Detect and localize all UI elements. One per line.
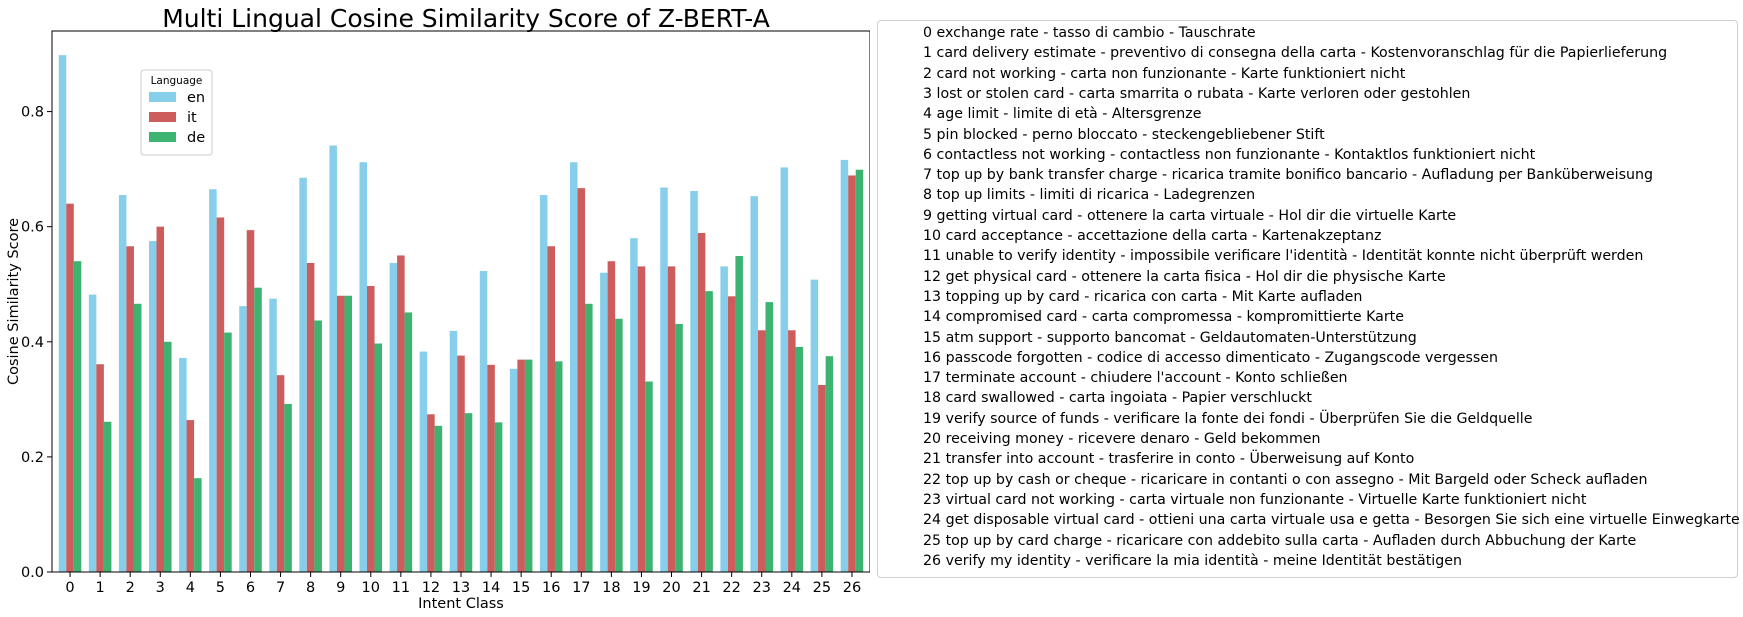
- y-tick-label: 0.6: [20, 219, 44, 236]
- x-tick-label: 14: [481, 580, 501, 596]
- x-tick-label: 6: [245, 580, 256, 596]
- bar-en-11: [390, 263, 398, 572]
- intent-legend-item: 1 card delivery estimate - preventivo di consegna della carta - Kostenvoranschlag für die Papierlieferung: [923, 45, 1668, 62]
- intent-legend-item: 7 top up by bank transfer charge - ricarica tramite bonifico bancario - Aufladung per Banküberweisung: [923, 167, 1653, 184]
- bar-it-8: [307, 263, 315, 572]
- y-axis-label: Cosine Similarity Score: [6, 217, 22, 386]
- bar-de-14: [495, 422, 503, 572]
- bar-en-6: [239, 306, 247, 572]
- bar-it-15: [517, 360, 525, 572]
- x-tick-label: 19: [632, 580, 651, 596]
- bar-de-16: [555, 361, 563, 572]
- intent-legend-item: 3 lost or stolen card - carta smarrita o rubata - Karte verloren oder gestohlen: [923, 85, 1471, 102]
- bar-it-3: [157, 227, 165, 572]
- bar-it-1: [96, 364, 104, 572]
- y-tick-label: 0.2: [20, 449, 44, 466]
- x-tick-label: 9: [336, 580, 346, 596]
- intent-legend-item: 26 verify my identity - verificare la mia identità - meine Identität bestätigen: [923, 552, 1462, 569]
- bar-it-9: [337, 296, 345, 572]
- bar-it-20: [668, 266, 676, 572]
- bar-de-0: [74, 261, 82, 572]
- bar-it-26: [848, 175, 856, 572]
- bar-en-24: [781, 167, 789, 572]
- intent-class-legend: [877, 20, 1738, 578]
- bar-it-23: [758, 330, 766, 572]
- bar-it-11: [397, 255, 405, 572]
- bar-de-17: [585, 304, 593, 572]
- bar-en-9: [329, 146, 337, 572]
- bar-it-10: [367, 286, 375, 572]
- bar-de-26: [856, 170, 864, 572]
- x-tick-label: 22: [722, 580, 741, 596]
- bar-de-23: [765, 302, 773, 572]
- bar-it-16: [547, 246, 555, 572]
- bar-en-16: [540, 195, 548, 572]
- intent-legend-item: 11 unable to verify identity - impossibile verificare l'identità - Identität konnte nicht überprüft werden: [923, 248, 1644, 265]
- bar-en-22: [720, 266, 728, 572]
- bar-it-25: [818, 385, 826, 572]
- intent-legend-item: 21 transfer into account - trasferire in conto - Überweisung auf Konto: [923, 451, 1415, 468]
- bar-de-4: [194, 478, 202, 572]
- bar-de-2: [134, 304, 142, 572]
- intent-legend-item: 15 atm support - supporto bancomat - Geldautomaten-Unterstützung: [923, 329, 1417, 346]
- x-tick-label: 17: [572, 580, 591, 596]
- intent-legend-item: 6 contactless not working - contactless non funzionante - Kontaktlos funktioniert nicht: [923, 146, 1536, 163]
- x-tick-label: 4: [185, 580, 195, 596]
- bar-en-4: [179, 358, 187, 572]
- bar-de-10: [375, 344, 383, 572]
- intent-legend-item: 8 top up limits - limiti di ricarica - Ladegrenzen: [923, 187, 1256, 204]
- bar-en-23: [750, 196, 758, 572]
- x-tick-label: 12: [421, 580, 441, 596]
- legend-swatch-en: [149, 92, 176, 102]
- bar-en-26: [841, 160, 849, 572]
- intent-legend-item: 0 exchange rate - tasso di cambio - Tauschrate: [923, 25, 1256, 41]
- x-axis-label: Intent Class: [418, 596, 504, 612]
- bar-en-2: [119, 195, 127, 572]
- x-tick-label: 3: [155, 580, 165, 596]
- bar-it-22: [728, 296, 736, 572]
- x-tick-label: 11: [391, 580, 411, 596]
- x-tick-label: 15: [511, 580, 531, 596]
- bar-it-4: [187, 420, 195, 572]
- intent-legend-item: 25 top up by card charge - ricaricare con addebito sulla carta - Aufladen durch Abbuchung der Karte: [923, 532, 1637, 549]
- bar-de-5: [224, 333, 232, 572]
- x-tick-label: 25: [812, 580, 832, 596]
- bar-de-9: [344, 296, 352, 572]
- bar-en-20: [660, 188, 668, 572]
- bar-it-19: [638, 266, 646, 572]
- bar-de-25: [826, 356, 834, 572]
- bar-it-2: [126, 246, 134, 572]
- x-tick-label: 13: [451, 580, 471, 596]
- intent-legend-item: 2 card not working - carta non funzionante - Karte funktioniert nicht: [923, 65, 1406, 82]
- bar-it-24: [788, 330, 796, 572]
- intent-legend-item: 14 compromised card - carta compromessa - kompromittierte Karte: [923, 309, 1404, 326]
- x-tick-label: 26: [842, 580, 862, 596]
- bar-it-5: [217, 217, 225, 572]
- intent-legend-item: 22 top up by cash or cheque - ricaricare in contanti o con assegno - Mit Bargeld oder Scheck aufladen: [923, 471, 1648, 488]
- bar-it-18: [608, 261, 616, 572]
- intent-legend-item: 12 get physical card - ottenere la carta fisica - Hol dir die physische Karte: [923, 268, 1446, 285]
- x-tick-label: 1: [95, 580, 105, 596]
- bar-de-11: [405, 312, 413, 572]
- bar-de-21: [705, 291, 713, 572]
- x-tick-label: 8: [306, 580, 316, 596]
- y-tick-label: 0.0: [20, 565, 44, 581]
- intent-legend-item: 19 verify source of funds - verificare la fonte dei fondi - Überprüfen Sie die Geldquelle: [923, 410, 1533, 427]
- bar-de-24: [796, 347, 804, 572]
- bar-de-12: [435, 426, 443, 572]
- intent-legend-item: 16 passcode forgotten - codice di accesso dimenticato - Zugangscode vergessen: [923, 349, 1498, 366]
- intent-legend-item: 17 terminate account - chiudere l'account - Konto schließen: [923, 370, 1348, 387]
- intent-legend-item: 13 topping up by card - ricarica con carta - Mit Karte aufladen: [923, 288, 1363, 305]
- bar-en-7: [269, 299, 277, 572]
- intent-legend-item: 4 age limit - limite di età - Altersgrenze: [923, 106, 1202, 123]
- y-tick-label: 0.4: [20, 334, 44, 351]
- bar-en-5: [209, 189, 217, 572]
- bar-it-12: [427, 414, 435, 572]
- y-tick-label: 0.8: [20, 104, 44, 121]
- bar-de-1: [104, 422, 112, 572]
- bar-de-13: [465, 413, 473, 572]
- bar-de-8: [314, 320, 322, 572]
- x-tick-label: 10: [361, 580, 381, 596]
- bar-it-0: [66, 204, 74, 572]
- bar-it-7: [277, 375, 285, 572]
- bar-en-3: [149, 241, 157, 572]
- bar-de-22: [735, 256, 743, 572]
- bar-en-13: [450, 331, 458, 572]
- y-axis: [21, 105, 52, 581]
- chart-title: Multi Lingual Cosine Similarity Score of Z-BERT-A: [162, 4, 770, 33]
- bar-de-18: [615, 319, 623, 572]
- x-tick-label: 0: [65, 580, 75, 596]
- x-tick-label: 18: [602, 580, 621, 596]
- x-tick-label: 2: [125, 580, 135, 596]
- bar-en-0: [59, 55, 67, 572]
- bar-en-19: [630, 238, 638, 572]
- bar-it-14: [487, 365, 495, 572]
- bar-en-14: [480, 271, 488, 572]
- bar-it-17: [578, 188, 586, 572]
- bar-de-7: [284, 404, 292, 572]
- bar-it-21: [698, 233, 706, 572]
- x-tick-label: 16: [541, 580, 561, 596]
- bar-en-8: [299, 178, 307, 572]
- bar-de-15: [525, 360, 533, 572]
- x-tick-label: 23: [752, 580, 771, 596]
- intent-legend-item: 24 get disposable virtual card - ottieni una carta virtuale usa e getta - Besorgen Sie sich eine virtuelle Einwegkarte: [923, 512, 1740, 529]
- bar-de-19: [645, 381, 653, 572]
- bar-en-17: [570, 162, 578, 572]
- legend-swatch-de: [149, 132, 176, 142]
- bar-en-25: [811, 280, 819, 572]
- series-legend: [141, 70, 212, 155]
- x-tick-label: 7: [275, 580, 286, 596]
- bar-chart: [0, 0, 870, 617]
- x-tick-label: 24: [782, 580, 802, 596]
- legend-title: Language: [150, 75, 203, 87]
- bar-it-6: [247, 230, 255, 572]
- bar-en-10: [360, 162, 368, 572]
- legend-label-en: en: [187, 90, 206, 106]
- intent-legend-item: 23 virtual card not working - carta virtuale non funzionante - Virtuelle Karte funktioniert nicht: [923, 491, 1587, 508]
- legend-label-de: de: [187, 130, 206, 146]
- x-tick-label: 20: [662, 580, 681, 596]
- bar-en-15: [510, 369, 518, 572]
- intent-legend-item: 18 card swallowed - carta ingoiata - Papier verschluckt: [923, 390, 1312, 407]
- x-tick-label: 21: [692, 580, 711, 596]
- intent-legend-item: 20 receiving money - ricevere denaro - Geld bekommen: [923, 431, 1321, 447]
- bar-de-6: [254, 288, 262, 572]
- bar-en-18: [600, 273, 608, 572]
- bar-en-1: [89, 295, 97, 572]
- bar-de-3: [164, 342, 172, 572]
- bar-de-20: [675, 324, 683, 572]
- intent-legend-item: 9 getting virtual card - ottenere la carta virtuale - Hol dir die virtuelle Karte: [923, 207, 1457, 224]
- bar-it-13: [457, 356, 465, 572]
- intent-legend-item: 5 pin blocked - perno bloccato - steckengebliebener Stift: [923, 126, 1325, 143]
- legend-label-it: it: [187, 110, 197, 126]
- bar-en-21: [690, 191, 698, 572]
- intent-legend-item: 10 card acceptance - accettazione della carta - Kartenakzeptanz: [923, 228, 1382, 244]
- legend-swatch-it: [149, 112, 176, 122]
- x-tick-label: 5: [215, 580, 226, 596]
- bar-en-12: [420, 352, 428, 572]
- x-axis: [65, 572, 861, 596]
